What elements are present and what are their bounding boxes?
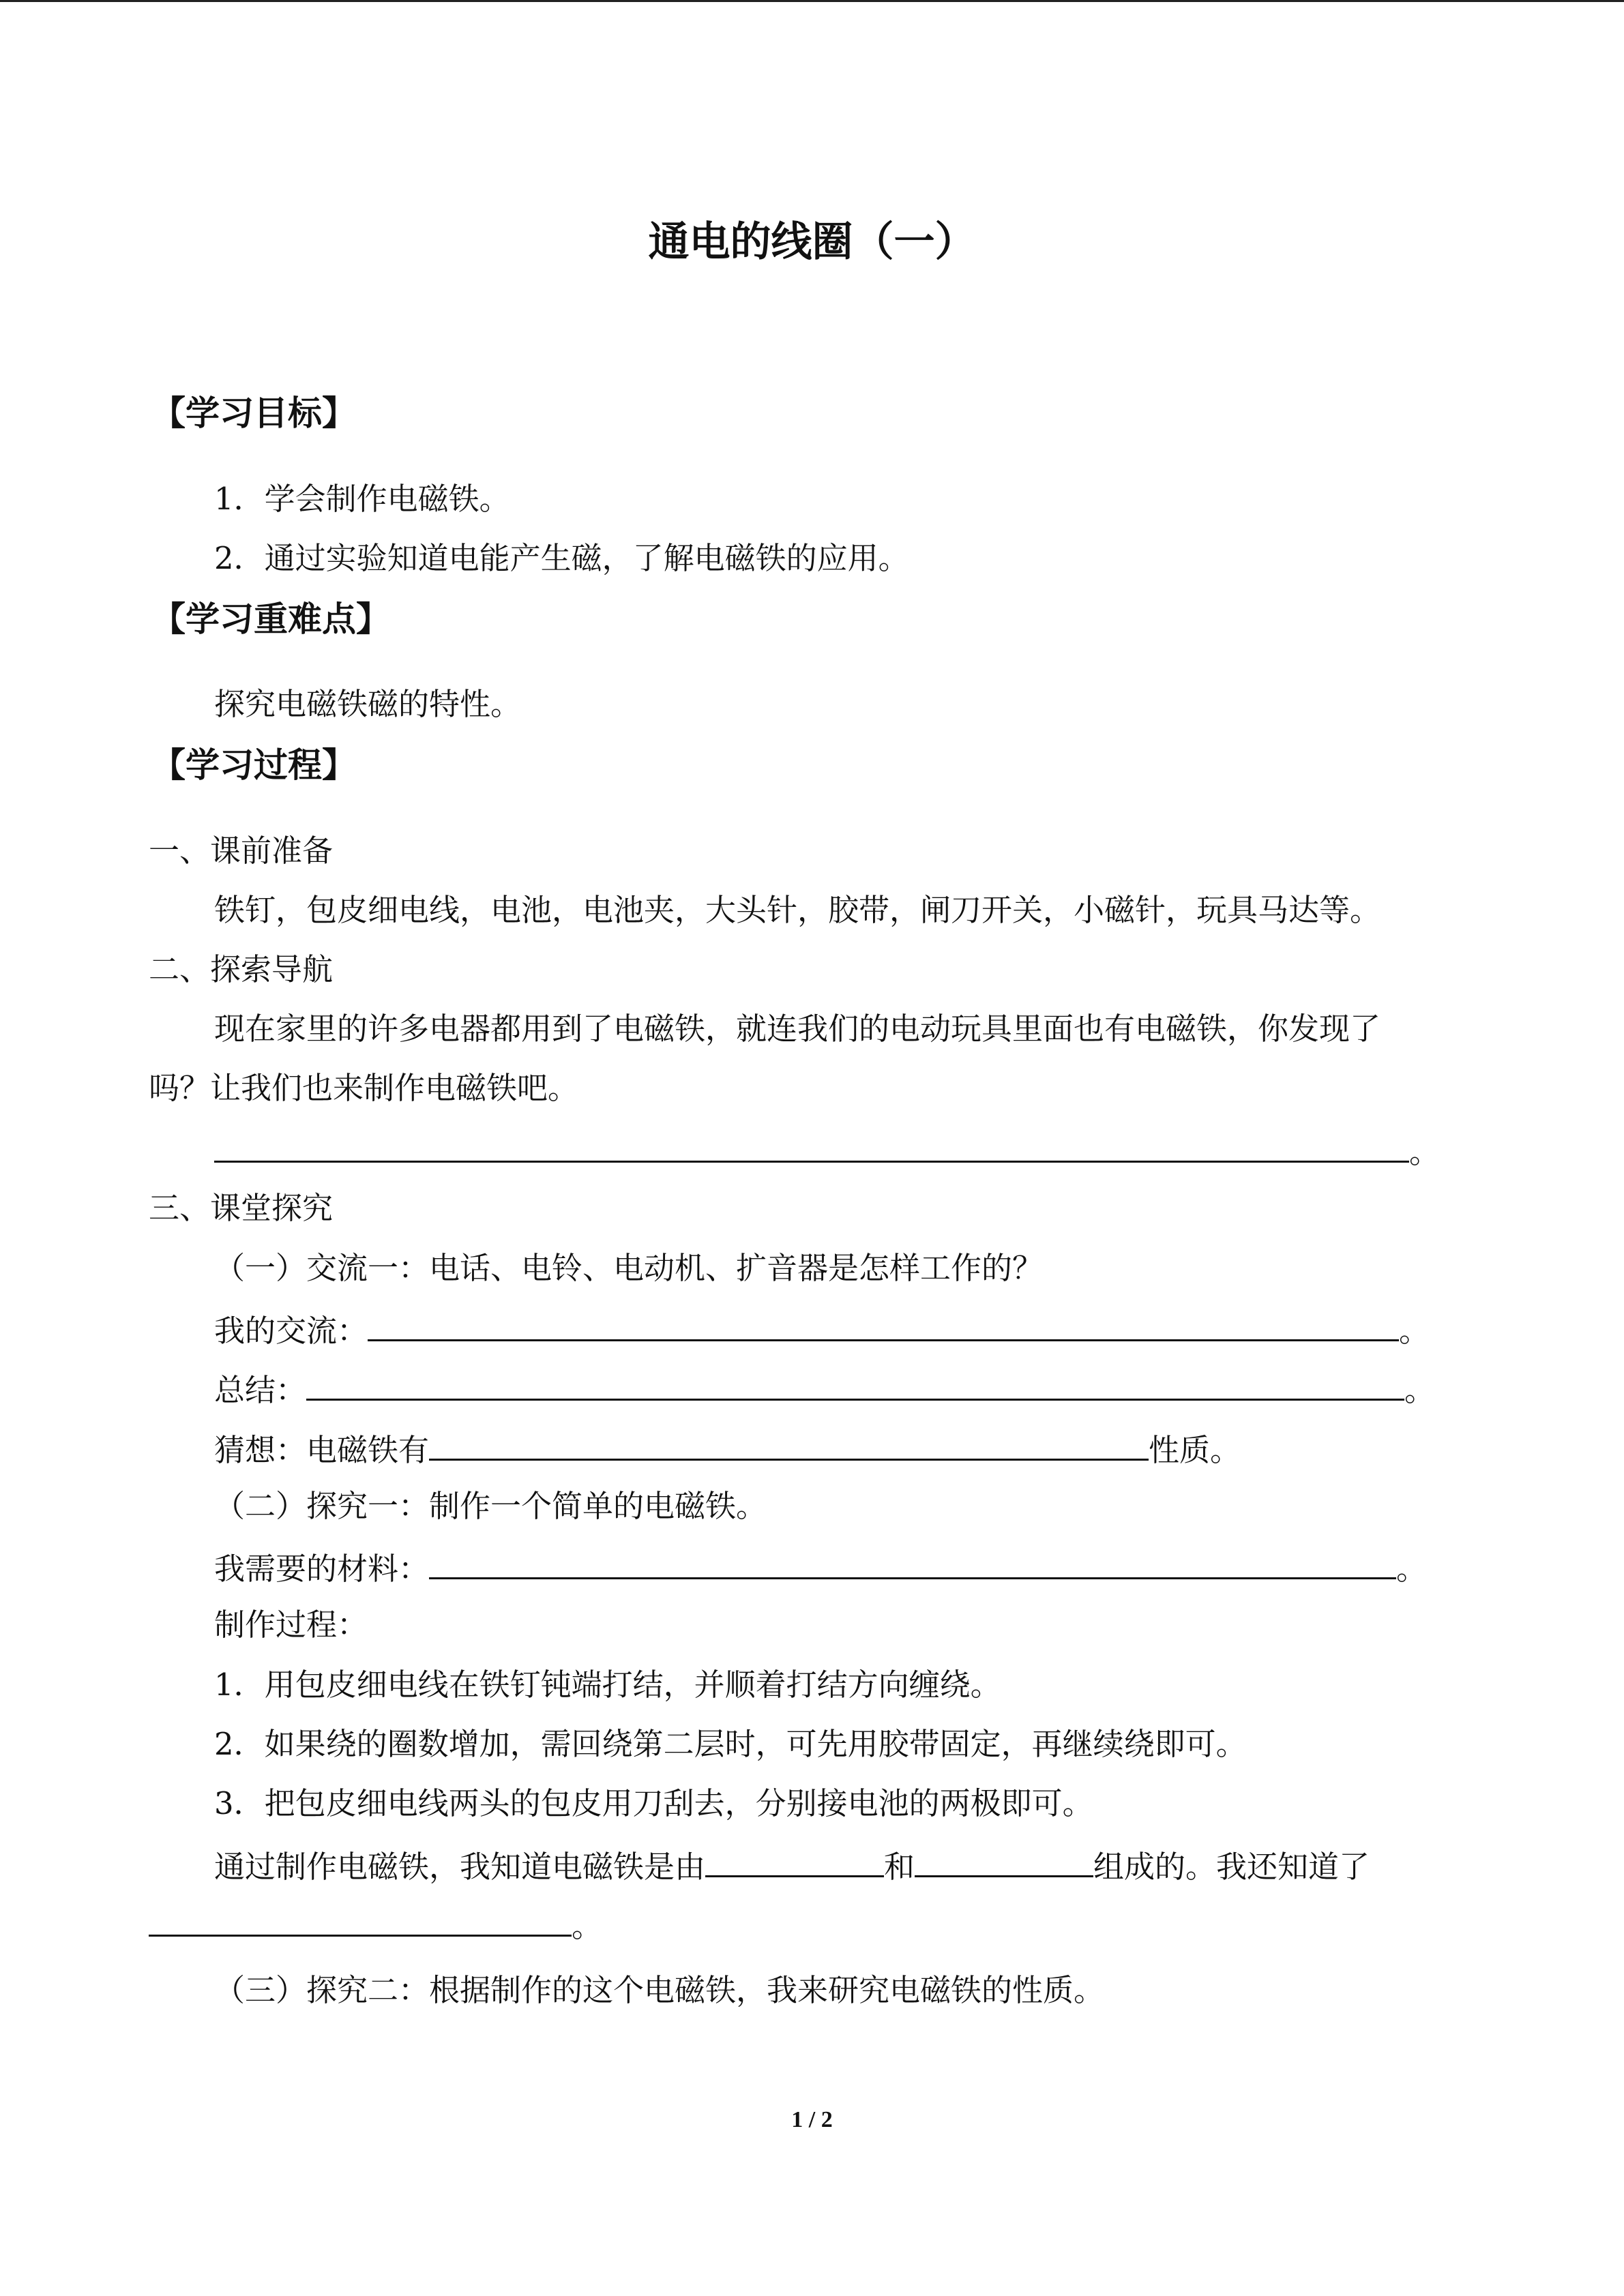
my-exchange-line [214,1312,1430,1349]
goal-item-1: 1．学会制作电磁铁。 [214,481,510,517]
explore-two-question: （三）探究二：根据制作的这个电磁铁，我来研究电磁铁的性质。 [214,1972,1105,2008]
section-heading-key-points: 【学习重难点】 [151,599,390,639]
conclusion-text-c: 组成的。我还知道了 [1093,1849,1370,1885]
guess-suffix: 性质。 [1149,1432,1241,1468]
materials-line [214,1550,1428,1587]
my-exchange-blank[interactable] [368,1312,1399,1341]
conclusion-text-a: 通过制作电磁铁，我知道电磁铁是由 [214,1849,706,1885]
summary-blank[interactable] [306,1371,1404,1401]
conclusion-line [214,1848,1370,1885]
goal-item-2: 2．通过实验知道电能产生磁，了解电磁铁的应用。 [214,540,909,576]
step-item-3: 3．把包皮细电线两头的包皮用刀刮去，分别接电池的两极即可。 [214,1785,1093,1821]
my-exchange-label: 我的交流： [214,1313,368,1349]
part1-materials-text: 铁钉，包皮细电线，电池，电池夹，大头针，胶带，闸刀开关，小磁针，玩具马达等。 [214,892,1381,928]
part2-answer-line [214,1133,1441,1170]
guess-line [214,1431,1241,1468]
guess-label: 猜想：电磁铁有 [214,1432,430,1468]
step-item-1: 1．用包皮细电线在铁钉钝端打结，并顺着打结方向缠绕。 [214,1667,1001,1703]
part2-paragraph-line2: 吗？让我们也来制作电磁铁吧。 [149,1070,579,1106]
part2-heading: 二、探索导航 [149,951,334,987]
period-mark: 。 [1396,1551,1428,1587]
section-heading-goals: 【学习目标】 [151,393,356,433]
period-mark: 。 [1409,1134,1441,1170]
explore-one-question: （二）探究一：制作一个简单的电磁铁。 [214,1488,767,1524]
component-blank-1[interactable] [705,1848,884,1877]
guess-blank[interactable] [429,1431,1149,1461]
page-title: 通电的线圈（一） [648,218,976,266]
section-heading-process: 【学习过程】 [151,745,356,785]
key-point-text: 探究电磁铁磁的特性。 [214,686,522,722]
period-mark: 。 [1404,1372,1436,1408]
process-label: 制作过程： [214,1607,368,1643]
materials-label: 我需要的材料： [214,1551,430,1587]
answer-blank[interactable] [214,1133,1409,1163]
step-item-2: 2．如果绕的圈数增加，需回绕第二层时，可先用胶带固定，再继续绕即可。 [214,1726,1247,1762]
conclusion-continuation-line [149,1907,603,1944]
part3-heading: 三、课堂探究 [149,1190,334,1226]
part1-heading: 一、课前准备 [149,833,334,869]
exchange-question: （一）交流一：电话、电铃、电动机、扩音器是怎样工作的？ [214,1250,1044,1286]
period-mark: 。 [1399,1313,1430,1349]
period-mark: 。 [572,1908,603,1944]
component-blank-2[interactable] [915,1848,1093,1877]
conclusion-text-b: 和 [884,1849,915,1885]
summary-line [214,1371,1436,1408]
also-know-blank[interactable] [149,1907,572,1937]
summary-label: 总结： [214,1372,307,1408]
page-number: 1 / 2 [791,2107,833,2132]
part2-paragraph-line1: 现在家里的许多电器都用到了电磁铁，就连我们的电动玩具里面也有电磁铁，你发现了 [214,1011,1381,1047]
materials-blank[interactable] [429,1550,1396,1579]
